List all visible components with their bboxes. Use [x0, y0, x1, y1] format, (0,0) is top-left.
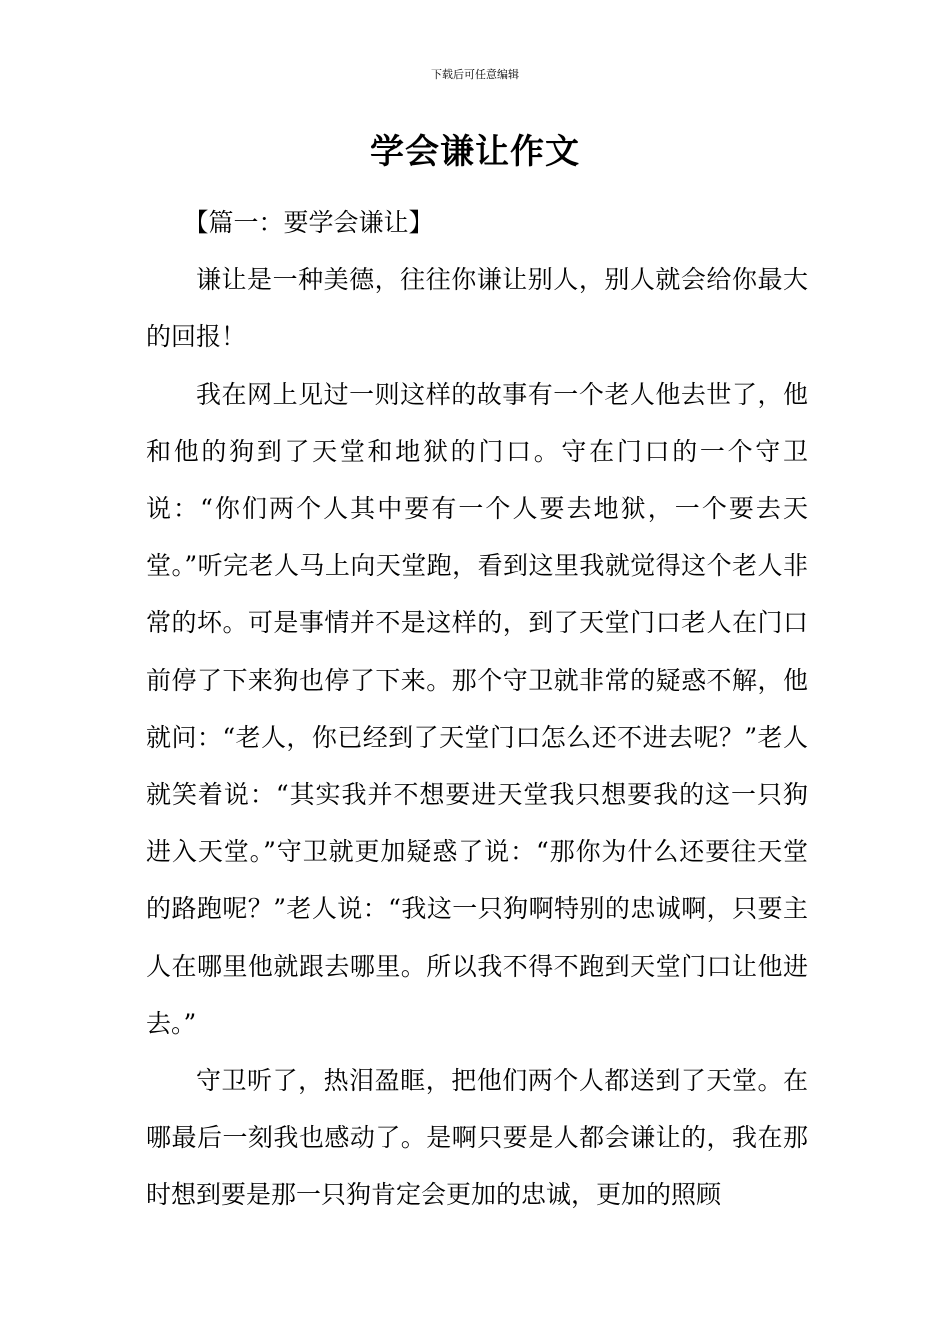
paragraph-intro: 谦让是一种美德，往往你谦让别人，别人就会给你最大的回报！	[146, 265, 808, 352]
paragraph-conclusion: 守卫听了，热泪盈眶，把他们两个人都送到了天堂。在哪最后一刻我也感动了。是啊只要是人都会谦让的，我在那时想到要是那一只狗肯定会更加的忠诚，更加的照顾	[146, 1066, 808, 1210]
page-header-note: 下载后可任意编辑	[431, 68, 519, 81]
section-heading: 【篇一：要学会谦让】	[183, 208, 434, 237]
page-title: 学会谦让作文	[370, 132, 580, 172]
paragraph-story: 我在网上见过一则这样的故事有一个老人他去世了，他和他的狗到了天堂和地狱的门口。守在门口的一个守卫说：“你们两个人其中要有一个人要去地狱，一个要去天堂。”听完老人马上向天堂跑，看到这里我就觉得这个老人非常的坏。可是事情并不是这样的，到了天堂门口老人在门口前停了下来狗也停了下来。那个守卫就非常的疑惑不解，他就问：“老人，你已经到了天堂门口怎么还不进去呢？”老人就笑着说：“其实我并不想要进天堂我只想要我的这一只狗进入天堂。”守卫就更加疑惑了说：“那你为什么还要往天堂的路跑呢？”老人说：“我这一只狗啊特别的忠诚啊，只要主人在哪里他就跟去哪里。所以我不得不跑到天堂门口让他进去。”	[146, 379, 808, 1038]
document-body	[146, 194, 808, 1224]
